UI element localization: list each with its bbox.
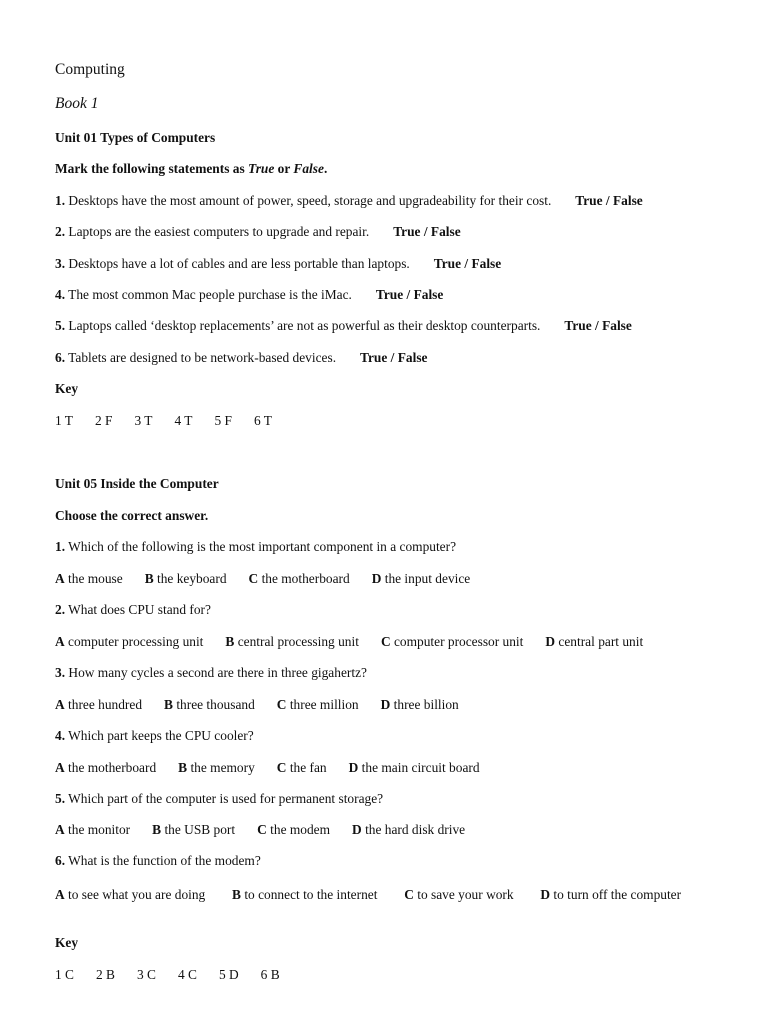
unit1-key-label: Key (55, 381, 79, 396)
unit5-options-6: A to see what you are doing B to connect to the internet C to save your work D to turn off the computer (55, 887, 682, 902)
unit5-answer-key: 1 C 2 B 3 C 4 C 5 D 6 B (55, 967, 280, 982)
unit1-question-6: 6. Tablets are designed to be network-based devices. True / False (55, 350, 428, 365)
unit5-options-5: A the monitor B the USB port C the modem D the hard disk drive (55, 822, 466, 837)
unit5-options-2: A computer processing unit B central processing unit C computer processor unit D central part unit (55, 634, 644, 649)
unit5-options-3: A three hundred B three thousand C three million D three billion (55, 697, 459, 712)
unit5-question-1: 1. Which of the following is the most important component in a computer? (55, 539, 457, 554)
document-title: Computing (55, 61, 125, 78)
unit5-question-6: 6. What is the function of the modem? (55, 853, 261, 868)
unit1-answer-key: 1 T 2 F 3 T 4 T 5 F 6 T (55, 413, 272, 428)
unit1-question-5: 5. Laptops called ‘desktop replacements’ are not as powerful as their desktop counterparts. True / False (55, 318, 632, 333)
unit1-question-2: 2. Laptops are the easiest computers to upgrade and repair. True / False (55, 224, 461, 239)
unit1-question-1: 1. Desktops have the most amount of power, speed, storage and upgradeability for their cost. True / False (55, 193, 643, 208)
book-label: Book 1 (55, 95, 99, 112)
unit5-options-4: A the motherboard B the memory C the fan D the main circuit board (55, 760, 480, 775)
unit1-instruction: Mark the following statements as True or False. (55, 161, 328, 176)
unit5-options-1: A the mouse B the keyboard C the motherboard D the input device (55, 571, 471, 586)
unit5-instruction: Choose the correct answer. (55, 508, 209, 523)
unit5-question-3: 3. How many cycles a second are there in three gigahertz? (55, 665, 367, 680)
unit1-heading: Unit 01 Types of Computers (55, 130, 216, 145)
unit1-question-3: 3. Desktops have a lot of cables and are less portable than laptops. True / False (55, 256, 502, 271)
unit5-key-label: Key (55, 935, 79, 950)
unit1-question-4: 4. The most common Mac people purchase is the iMac. True / False (55, 287, 444, 302)
unit5-question-2: 2. What does CPU stand for? (55, 602, 211, 617)
unit5-heading: Unit 05 Inside the Computer (55, 476, 219, 491)
unit5-question-4: 4. Which part keeps the CPU cooler? (55, 728, 254, 743)
unit5-question-5: 5. Which part of the computer is used for permanent storage? (55, 791, 384, 806)
